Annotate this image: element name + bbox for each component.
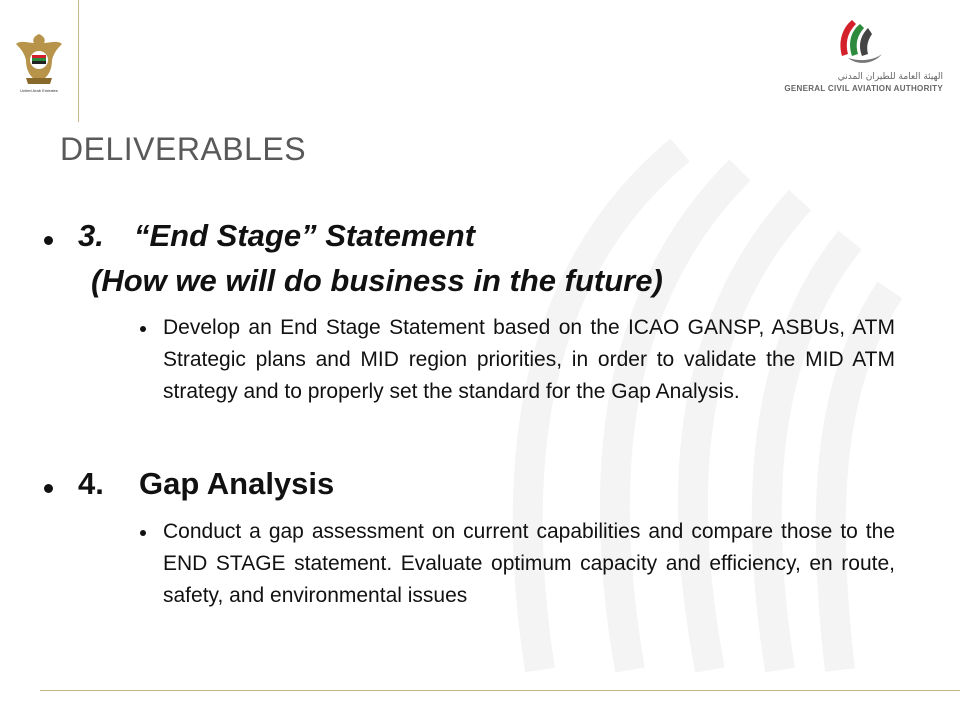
bullet-item-3 (44, 236, 53, 245)
item-4-heading: Gap Analysis (139, 466, 335, 501)
item-3-subheading: (How we will do business in the future) (91, 263, 663, 298)
item-3-number: 3. (78, 218, 104, 253)
gcaa-english-name: GENERAL CIVIL AVIATION AUTHORITY (784, 84, 943, 93)
item-4-detail: Conduct a gap assessment on current capabilities and compare those to the END STAGE statement. Evaluate optimum capacity and efficiency, en route, safety, and environmental issues (163, 520, 895, 607)
sub-bullet-item-4 (140, 530, 146, 536)
item-3-detail: Develop an End Stage Statement based on the ICAO GANSP, ASBUs, ATM Strategic plans and MID region priorities, in order to validate the MID ATM strategy and to properly set the standard for the Gap Analysis. (163, 316, 895, 403)
slide-title: DELIVERABLES (60, 131, 307, 167)
emblem-caption: United Arab Emirates (20, 88, 58, 93)
gcaa-arabic-name: الهيئة العامة للطيران المدني (837, 72, 943, 82)
bullet-item-4 (44, 484, 53, 493)
sub-bullet-item-3 (140, 326, 146, 332)
item-3-heading: “End Stage” Statement (134, 218, 476, 253)
item-4-number: 4. (78, 466, 104, 501)
